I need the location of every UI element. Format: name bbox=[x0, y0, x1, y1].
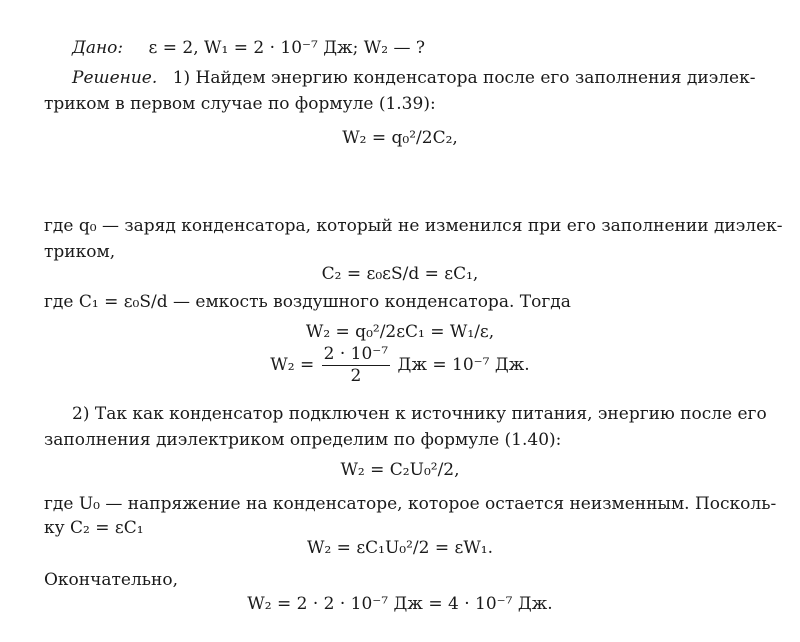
given-label: Дано: bbox=[72, 38, 124, 58]
equation-6: W₂ = εC₁U₀²/2 = εW₁. bbox=[306, 538, 494, 558]
step2-intro-b: заполнения диэлектриком определим по формуле (1.40): bbox=[44, 430, 562, 450]
solution-label: Решение. bbox=[72, 68, 158, 88]
solution-line-1 bbox=[72, 70, 755, 87]
q0-text-b: триком, bbox=[44, 242, 116, 262]
equation-4 bbox=[0, 346, 800, 385]
step1-intro-a: 1) Найдем энергию конденсатора после его заполнения диэлек- bbox=[172, 68, 756, 88]
u0-text-b: ку C₂ = εC₁ bbox=[44, 518, 144, 538]
eq4-lhs: W₂ = bbox=[270, 355, 315, 375]
eq4-denominator: 2 bbox=[350, 366, 362, 386]
c1-text: где C₁ = ε₀S/d — емкость воздушного конденсатора. Тогда bbox=[44, 292, 571, 312]
step2-intro-a: 2) Так как конденсатор подключен к источнику питания, энергию после его bbox=[72, 404, 767, 424]
equation-7: W₂ = 2 · 2 · 10⁻⁷ Дж = 4 · 10⁻⁷ Дж. bbox=[247, 594, 553, 614]
equation-1: W₂ = q₀²/2C₂, bbox=[342, 128, 458, 148]
eq4-rhs: Дж = 10⁻⁷ Дж. bbox=[397, 355, 530, 375]
eq4-fraction bbox=[322, 346, 390, 385]
equation-3: W₂ = q₀²/2εC₁ = W₁/ε, bbox=[305, 322, 495, 342]
step1-intro-b: триком в первом случае по формуле (1.39): bbox=[44, 94, 436, 114]
q0-text-a: где q₀ — заряд конденсатора, который не изменился при его заполнении диэлек- bbox=[44, 216, 783, 236]
final-label: Окончательно, bbox=[44, 570, 178, 590]
given-text: ε = 2, W₁ = 2 · 10⁻⁷ Дж; W₂ — ? bbox=[148, 38, 426, 58]
eq4-numerator: 2 · 10⁻⁷ bbox=[323, 344, 389, 364]
equation-5: W₂ = C₂U₀²/2, bbox=[340, 460, 460, 480]
equation-2: C₂ = ε₀εS/d = εC₁, bbox=[321, 264, 479, 284]
u0-text-a: где U₀ — напряжение на конденсаторе, которое остается неизменным. Посколь- bbox=[44, 494, 777, 514]
given-line bbox=[72, 40, 425, 57]
